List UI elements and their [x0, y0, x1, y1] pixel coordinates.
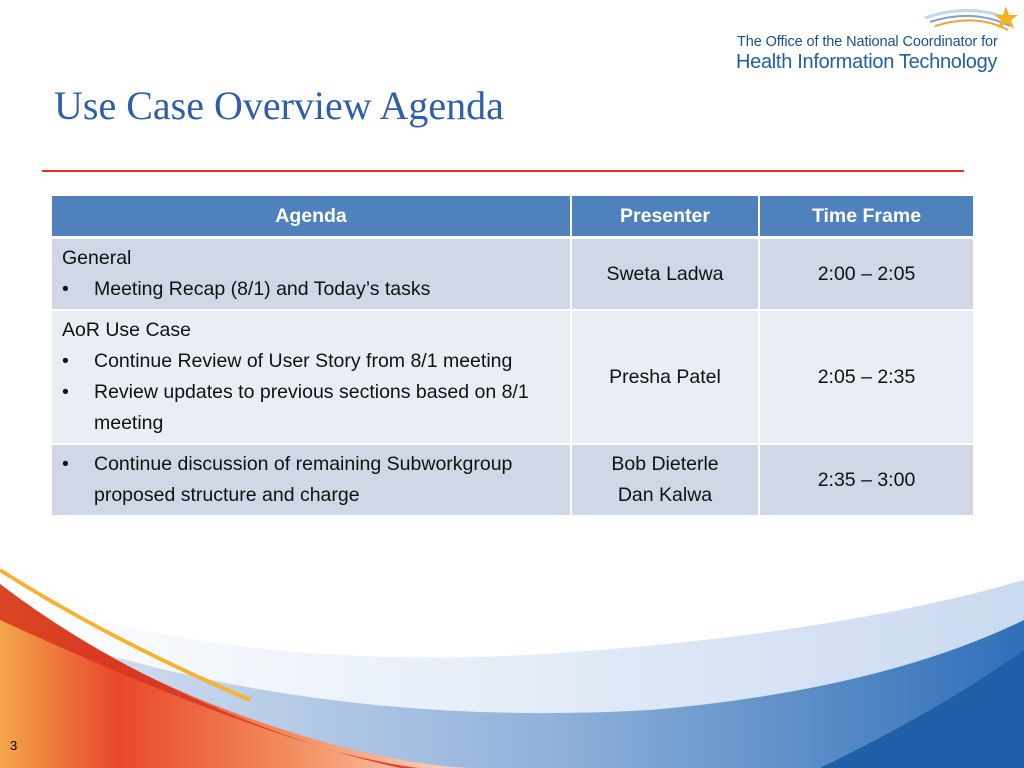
- table-header-row: [52, 196, 973, 238]
- agenda-bullet-list: [62, 274, 560, 305]
- agenda-section-title: General: [62, 247, 132, 269]
- presenter-cell: [571, 238, 759, 311]
- header-time-frame: Time Frame: [759, 196, 973, 238]
- title-divider: [42, 170, 964, 172]
- page-number: 3: [10, 738, 18, 753]
- presenter-name: Bob Dieterle: [611, 453, 719, 475]
- presenter-name: Dan Kalwa: [617, 484, 713, 506]
- logo-line-office: The Office of the National Coordinator for: [737, 34, 998, 50]
- agenda-bullet: [62, 274, 560, 305]
- bullet-icon: •: [62, 453, 69, 475]
- time-frame-cell: 2:00 – 2:05: [759, 238, 973, 311]
- logo-line-hit: Health Information Technology: [736, 51, 998, 73]
- bullet-icon: •: [62, 381, 69, 403]
- table-row: [52, 310, 973, 444]
- presenter-name: Presha Patel: [609, 365, 721, 388]
- agenda-section-title: AoR Use Case: [62, 319, 191, 341]
- agenda-cell: [52, 444, 571, 516]
- agenda-bullet-text: Continue Review of User Story from 8/1 meeting: [94, 350, 513, 372]
- bullet-icon: •: [62, 278, 69, 300]
- presenter-cell: [571, 310, 759, 444]
- agenda-bullet: [62, 449, 560, 511]
- onc-logo: [730, 4, 1020, 76]
- agenda-bullet-text: Continue discussion of remaining Subworkgroup proposed structure and charge: [94, 453, 513, 506]
- agenda-bullet-text: Meeting Recap (8/1) and Today’s tasks: [94, 278, 431, 300]
- slide-title: Use Case Overview Agenda: [54, 83, 504, 128]
- presenter-cell: [571, 444, 759, 516]
- header-agenda: Agenda: [52, 196, 571, 238]
- time-frame-cell: 2:05 – 2:35: [759, 310, 973, 444]
- header-presenter: Presenter: [571, 196, 759, 238]
- agenda-bullet: [62, 377, 560, 439]
- agenda-cell: [52, 238, 571, 311]
- agenda-cell: [52, 310, 571, 444]
- decorative-wave-footer: [0, 560, 1024, 768]
- time-frame-cell: 2:35 – 3:00: [759, 444, 973, 516]
- table-row: [52, 444, 973, 516]
- agenda-bullet-list: [62, 346, 560, 439]
- presenter-name: Sweta Ladwa: [606, 262, 724, 285]
- table-row: [52, 238, 973, 311]
- bullet-icon: •: [62, 350, 69, 372]
- agenda-bullet-list: [62, 449, 560, 511]
- agenda-bullet-text: Review updates to previous sections based on 8/1 meeting: [94, 381, 529, 434]
- agenda-table: [52, 196, 973, 517]
- agenda-bullet: [62, 346, 560, 377]
